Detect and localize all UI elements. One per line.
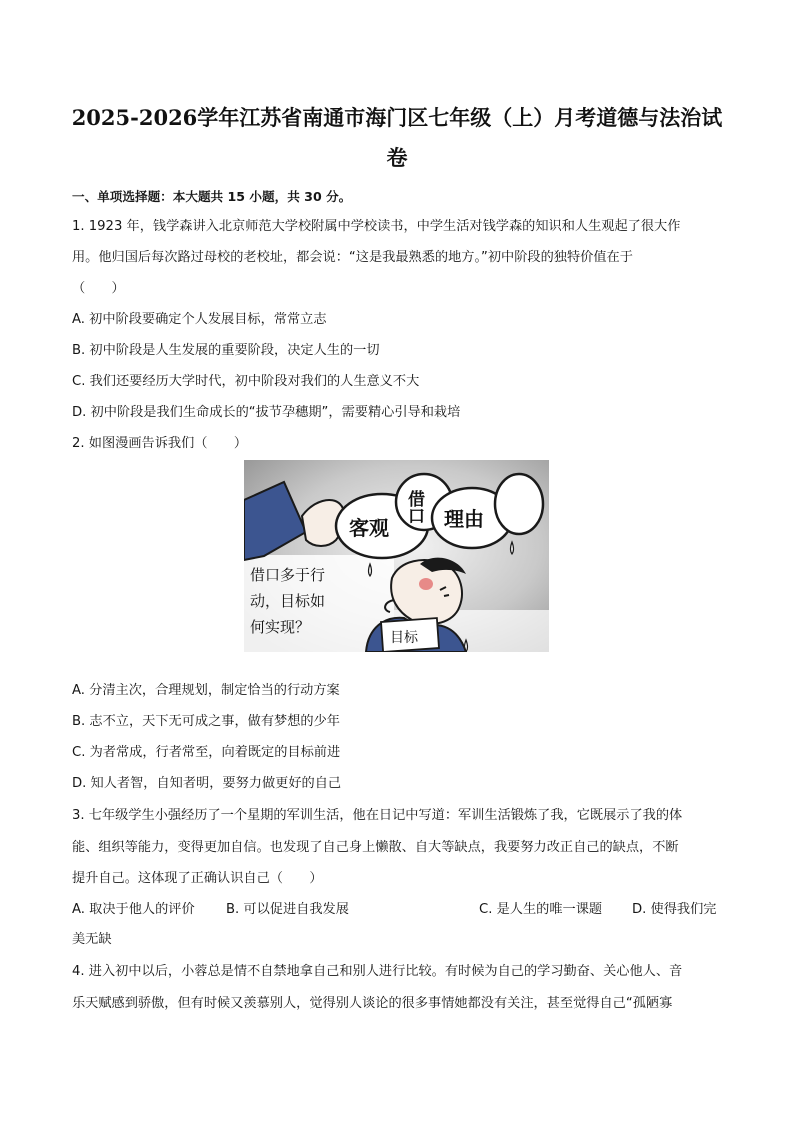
q1-stem-line1: 1. 1923 年，钱学森讲入北京师范大学校附属中学校读书，中学生活对钱学森的知识和人生观起了很大作 — [72, 219, 681, 234]
q3-option-c: C. 是人生的唯一课题 — [479, 902, 603, 917]
q3-stem-line2: 能、组织等能力，变得更加自信。也发现了自己身上懒散、自大等缺点，我要努力改正自己的缺点，不断 — [72, 840, 679, 855]
q3-stem-line3: 提升自己。这体现了正确认识自己（ ） — [72, 871, 323, 886]
q1-option-c: C. 我们还要经历大学时代，初中阶段对我们的人生意义不大 — [72, 374, 420, 389]
q4-stem-line1: 4. 进入初中以后，小蓉总是情不自禁地拿自己和别人进行比较。有时候为自己的学习勤奋、关心他人、音 — [72, 964, 683, 979]
q4-stem-line2: 乐天赋感到骄傲，但有时候又羡慕别人，觉得别人谈论的很多事情她都没有关注，甚至觉得自己“孤陋寡 — [72, 996, 673, 1011]
q2-option-c: C. 为者常成，行者常至，向着既定的目标前进 — [72, 745, 341, 760]
q3-option-a: A. 取决于他人的评价 — [72, 902, 195, 917]
q1-stem-line3: （ ） — [72, 281, 125, 296]
caption-line2: 动，目标如 — [250, 592, 326, 610]
cartoon-illustration — [244, 460, 549, 652]
q1-option-b: B. 初中阶段是人生发展的重要阶段，决定人生的一切 — [72, 343, 380, 358]
q2-option-d: D. 知人者智，自知者明，要努力做更好的自己 — [72, 776, 342, 791]
caption-line3: 何实现？ — [250, 618, 311, 636]
caption-line1: 借口多于行 — [250, 566, 326, 584]
q3-option-d-continued: 美无缺 — [72, 932, 112, 947]
q2-stem: 2. 如图漫画告诉我们（ ） — [72, 436, 248, 451]
q3-option-b: B. 可以促进自我发展 — [226, 902, 349, 917]
exam-title-line2: 卷 — [386, 145, 408, 170]
q1-option-a: A. 初中阶段要确定个人发展目标，常常立志 — [72, 312, 327, 327]
q3-stem-line1: 3. 七年级学生小强经历了一个星期的军训生活，他在日记中写道：军训生活锻炼了我，它既展示了我的体 — [72, 808, 683, 823]
bubble-label-right: 理由 — [444, 507, 484, 531]
q1-option-d: D. 初中阶段是我们生命成长的“拔节孕穗期”，需要精心引导和栽培 — [72, 405, 461, 420]
speech-bubble-far-right — [495, 474, 543, 534]
q2-option-b: B. 志不立，天下无可成之事，做有梦想的少年 — [72, 714, 340, 729]
exam-title-line1: 2025-2026学年江苏省南通市海门区七年级（上）月考道德与法治试 — [71, 105, 723, 130]
section-heading: 一、单项选择题：本大题共 15 小题，共 30 分。 — [72, 189, 352, 204]
bubble-label-top: 借口 — [404, 490, 424, 524]
q3-option-d: D. 使得我们完 — [632, 902, 717, 917]
q2-option-a: A. 分清主次，合理规划，制定恰当的行动方案 — [72, 683, 340, 698]
bubble-label-left: 客观 — [349, 516, 389, 540]
q1-stem-line2: 用。他归国后每次路过母校的老校址，都会说：“这是我最熟悉的地方。”初中阶段的独特价值在于 — [72, 250, 633, 265]
paper-label: 目标 — [390, 630, 418, 646]
